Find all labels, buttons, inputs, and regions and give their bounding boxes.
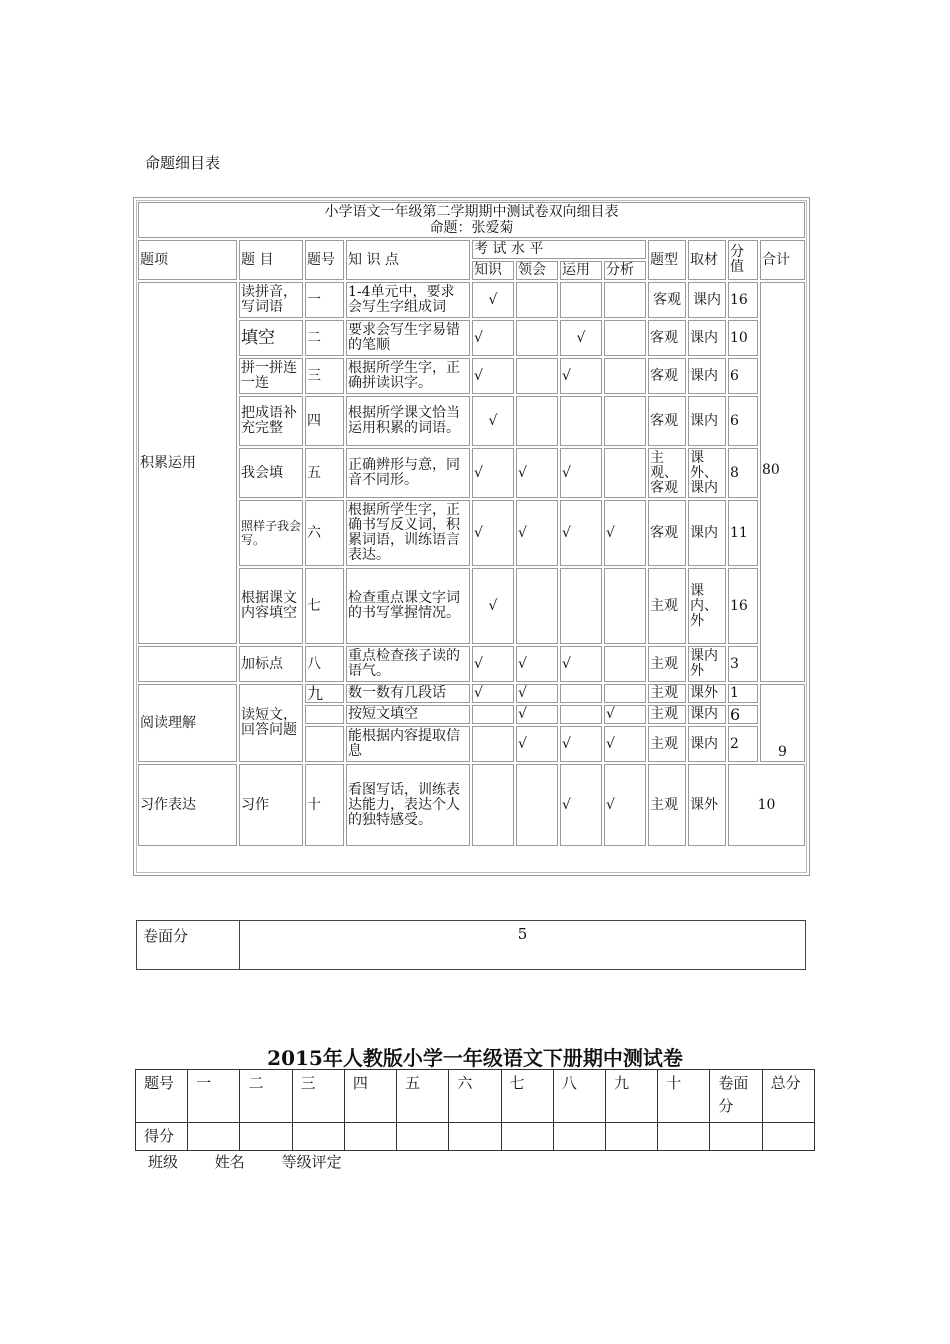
- mark-apply: [560, 396, 602, 446]
- row-type: 客观: [648, 500, 686, 566]
- spec-author: 命题：张爱菊: [429, 220, 514, 236]
- row-number: 六: [305, 500, 344, 566]
- row-score: 8: [728, 448, 758, 498]
- row-knowledge: 按短文填空: [346, 705, 470, 724]
- mark-apply: [560, 568, 602, 644]
- header-level-apply: 运用: [560, 261, 602, 280]
- row-number: 一: [305, 282, 344, 318]
- header-type: 题型: [648, 240, 686, 280]
- spec-table: [136, 200, 807, 848]
- grade-score-cell[interactable]: [397, 1123, 449, 1151]
- student-info-line: [148, 1151, 374, 1172]
- grade-score-cell[interactable]: [292, 1123, 344, 1151]
- grade-header-cell: 三: [292, 1070, 344, 1123]
- class-label: 班级: [148, 1153, 179, 1171]
- grade-header-cell: 五: [397, 1070, 449, 1123]
- header-level-analyze: 分析: [604, 261, 646, 280]
- mark-knowledge: √: [472, 568, 514, 644]
- row-number: [305, 705, 344, 724]
- grade-score-cell[interactable]: [449, 1123, 501, 1151]
- row-knowledge: 1-4单元中，要求会写生字组成词: [346, 282, 470, 318]
- mark-apply: √: [560, 764, 602, 846]
- spec-title: 小学语文一年级第二学期期中测试卷双向细目表: [324, 204, 619, 220]
- page-heading: 命题细目表: [145, 154, 221, 172]
- mark-understand: √: [516, 646, 558, 682]
- grade-eval-label: 等级评定: [281, 1153, 342, 1171]
- row-topic: 加标点: [239, 646, 303, 682]
- row-number: 七: [305, 568, 344, 644]
- row-score: 11: [728, 500, 758, 566]
- table-row: [138, 764, 805, 846]
- row-topic: 填空: [239, 320, 303, 356]
- row-score: 3: [728, 646, 758, 682]
- table-row: [138, 448, 805, 498]
- group-accumulate: 积累运用: [138, 282, 237, 644]
- mark-analyze: [604, 396, 646, 446]
- mark-understand: √: [516, 705, 558, 724]
- row-number: 五: [305, 448, 344, 498]
- grade-score-cell[interactable]: [553, 1123, 605, 1151]
- grade-score-cell[interactable]: [344, 1123, 396, 1151]
- paper-score-table: [136, 920, 806, 970]
- grade-header-paper: 卷面分: [710, 1070, 762, 1123]
- grade-score-cell[interactable]: [762, 1123, 814, 1151]
- row-score: 1: [728, 684, 758, 703]
- table-row: [138, 684, 805, 703]
- grade-row-label: 得分: [136, 1123, 188, 1151]
- grade-header-number: 题号: [136, 1070, 188, 1123]
- row-source: 课内外: [688, 646, 726, 682]
- header-level-understand: 领会: [516, 261, 558, 280]
- mark-analyze: [604, 320, 646, 356]
- row-group-empty: [138, 646, 237, 682]
- paper-score-value: 5: [240, 921, 806, 970]
- row-knowledge: 能根据内容提取信息: [346, 726, 470, 762]
- grade-header-cell: 二: [240, 1070, 292, 1123]
- spec-title-cell: [138, 202, 805, 238]
- row-source: 课外: [688, 764, 726, 846]
- table-row: [138, 320, 805, 356]
- mark-knowledge: √: [472, 320, 514, 356]
- grade-header-total: 总分: [762, 1070, 814, 1123]
- mark-understand: [516, 568, 558, 644]
- row-type: 主观: [648, 684, 686, 703]
- row-topic: 把成语补充完整: [239, 396, 303, 446]
- grade-table: [135, 1069, 815, 1151]
- group-reading-topic: 读短文，回答问题: [239, 684, 303, 762]
- row-topic: 拼一拼连一连: [239, 358, 303, 394]
- row-source: 课内、外: [688, 568, 726, 644]
- row-score: 6: [728, 358, 758, 394]
- row-knowledge: 根据所学课文恰当运用积累的词语。: [346, 396, 470, 446]
- mark-knowledge: √: [472, 396, 514, 446]
- mark-apply: √: [560, 500, 602, 566]
- group-reading-total: 9: [760, 684, 805, 762]
- row-score: 6: [728, 396, 758, 446]
- mark-understand: √: [516, 448, 558, 498]
- mark-analyze: √: [604, 764, 646, 846]
- mark-apply: √: [560, 726, 602, 762]
- grade-score-cell[interactable]: [240, 1123, 292, 1151]
- grade-header-cell: 九: [605, 1070, 657, 1123]
- row-knowledge: 看图写话，训练表达能力，表达个人的独特感受。: [346, 764, 470, 846]
- row-number: 九: [305, 684, 344, 703]
- row-type: 主观: [648, 726, 686, 762]
- row-type: 主观: [648, 705, 686, 724]
- mark-knowledge: √: [472, 358, 514, 394]
- mark-knowledge: √: [472, 684, 514, 703]
- row-score: 10: [728, 320, 758, 356]
- row-number: 十: [305, 764, 344, 846]
- paper-title: 2015年人教版小学一年级语文下册期中测试卷: [267, 1046, 683, 1070]
- mark-understand: √: [516, 684, 558, 703]
- paper-score-label: 卷面分: [137, 921, 240, 970]
- table-row: [138, 396, 805, 446]
- header-number: 题号: [305, 240, 344, 280]
- table-row: [138, 646, 805, 682]
- grade-header-cell: 七: [501, 1070, 553, 1123]
- grade-header-cell: 四: [344, 1070, 396, 1123]
- mark-analyze: [604, 448, 646, 498]
- row-type: 主观、客观: [648, 448, 686, 498]
- mark-understand: √: [516, 500, 558, 566]
- grade-score-cell[interactable]: [658, 1123, 710, 1151]
- grade-score-cell[interactable]: [501, 1123, 553, 1151]
- row-number: [305, 726, 344, 762]
- mark-understand: [516, 320, 558, 356]
- row-source: 课内: [688, 726, 726, 762]
- row-topic: 根据课文内容填空: [239, 568, 303, 644]
- row-topic: 我会填: [239, 448, 303, 498]
- header-item: 题项: [138, 240, 237, 280]
- mark-knowledge: √: [472, 500, 514, 566]
- table-row: [138, 568, 805, 644]
- row-type: 主观: [648, 568, 686, 644]
- row-source: 课内: [688, 358, 726, 394]
- group-writing: 习作表达: [138, 764, 237, 846]
- table-row: [138, 282, 805, 318]
- mark-knowledge: [472, 705, 514, 724]
- row-knowledge: 重点检查孩子读的语气。: [346, 646, 470, 682]
- table-row: [138, 500, 805, 566]
- mark-understand: [516, 282, 558, 318]
- mark-analyze: [604, 282, 646, 318]
- mark-analyze: √: [604, 500, 646, 566]
- grade-score-cell[interactable]: [188, 1123, 240, 1151]
- row-type: 客观: [648, 358, 686, 394]
- row-knowledge: 要求会写生字易错的笔顺: [346, 320, 470, 356]
- grade-score-cell[interactable]: [710, 1123, 762, 1151]
- mark-apply: √: [560, 320, 602, 356]
- table-row: [138, 358, 805, 394]
- mark-understand: [516, 358, 558, 394]
- mark-analyze: √: [604, 705, 646, 724]
- mark-knowledge: √: [472, 646, 514, 682]
- row-type: 客观: [648, 396, 686, 446]
- row-knowledge: 根据所学生字，正确书写反义词，积累词语，训练语言表达。: [346, 500, 470, 566]
- grade-header-cell: 八: [553, 1070, 605, 1123]
- header-level-knowledge: 知识: [472, 261, 514, 280]
- header-knowledge: 知 识 点: [346, 240, 470, 280]
- mark-understand: √: [516, 726, 558, 762]
- row-score: 16: [728, 282, 758, 318]
- grade-header-cell: 六: [449, 1070, 501, 1123]
- row-knowledge: 检查重点课文字词的书写掌握情况。: [346, 568, 470, 644]
- row-source: 课内: [688, 396, 726, 446]
- mark-knowledge: [472, 764, 514, 846]
- grade-header-cell: 十: [658, 1070, 710, 1123]
- row-type: 客观: [648, 282, 686, 318]
- row-source: 课内: [688, 320, 726, 356]
- header-score: 分值: [728, 240, 758, 280]
- mark-analyze: [604, 684, 646, 703]
- header-total: 合计: [760, 240, 805, 280]
- mark-analyze: [604, 358, 646, 394]
- row-number: 八: [305, 646, 344, 682]
- mark-apply: [560, 282, 602, 318]
- grade-score-cell[interactable]: [605, 1123, 657, 1151]
- row-type: 主观: [648, 646, 686, 682]
- mark-analyze: [604, 646, 646, 682]
- row-source: 课外: [688, 684, 726, 703]
- row-source: 课外、课内: [688, 448, 726, 498]
- mark-knowledge: [472, 726, 514, 762]
- header-source: 取材: [688, 240, 726, 280]
- header-topic: 题 目: [239, 240, 303, 280]
- row-number: 四: [305, 396, 344, 446]
- mark-understand: [516, 396, 558, 446]
- row-type: 主观: [648, 764, 686, 846]
- row-number: 三: [305, 358, 344, 394]
- mark-analyze: √: [604, 726, 646, 762]
- mark-analyze: [604, 568, 646, 644]
- mark-apply: [560, 705, 602, 724]
- grade-header-cell: 一: [188, 1070, 240, 1123]
- mark-apply: [560, 684, 602, 703]
- mark-knowledge: √: [472, 282, 514, 318]
- name-label: 姓名: [214, 1153, 245, 1171]
- row-number: 二: [305, 320, 344, 356]
- row-knowledge: 正确辨形与意，同音不同形。: [346, 448, 470, 498]
- row-score: 2: [728, 726, 758, 762]
- row-type: 客观: [648, 320, 686, 356]
- row-knowledge: 数一数有几段话: [346, 684, 470, 703]
- row-source: 课内: [688, 500, 726, 566]
- row-source: 课内: [688, 705, 726, 724]
- row-topic: 习作: [239, 764, 303, 846]
- group-reading: 阅读理解: [138, 684, 237, 762]
- mark-apply: √: [560, 358, 602, 394]
- header-level: 考 试 水 平: [472, 240, 646, 259]
- mark-knowledge: √: [472, 448, 514, 498]
- mark-apply: √: [560, 448, 602, 498]
- group-writing-total: 10: [728, 764, 805, 846]
- group-accumulate-total: 80: [760, 282, 805, 682]
- row-topic: 照样子我会写。: [239, 500, 303, 566]
- mark-apply: √: [560, 646, 602, 682]
- row-score: 6: [728, 705, 758, 724]
- row-knowledge: 根据所学生字，正确拼读识字。: [346, 358, 470, 394]
- row-source: 课内: [688, 282, 726, 318]
- row-topic: 读拼音，写词语: [239, 282, 303, 318]
- mark-understand: [516, 764, 558, 846]
- row-score: 16: [728, 568, 758, 644]
